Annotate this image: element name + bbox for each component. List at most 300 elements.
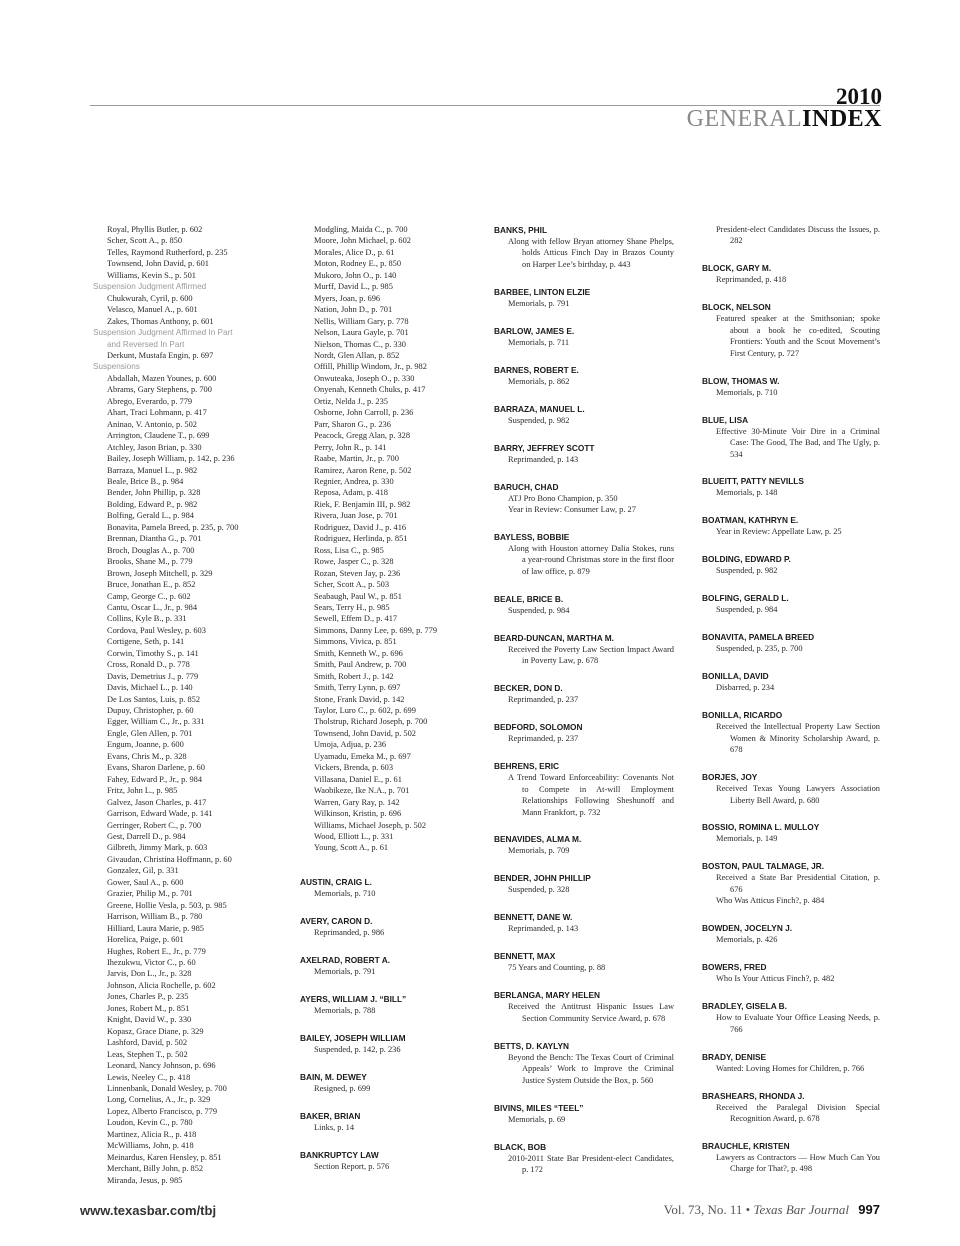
index-subentry: Bolding, Edward P., p. 982 (107, 499, 198, 509)
index-subentry: Greene, Hollie Vesla, p. 503, p. 985 (107, 900, 227, 910)
index-subentry: Bonavita, Pamela Breed, p. 235, p. 700 (107, 522, 239, 532)
index-entry (494, 682, 676, 705)
entry-reference: Memorials, p. 709 (508, 846, 570, 856)
index-subentry: Givaudan, Christina Hoffmann, p. 60 (107, 854, 232, 864)
entry-reference: Reprimanded, p. 143 (508, 454, 579, 464)
index-subentry: Villasana, Daniel E., p. 61 (314, 774, 402, 784)
index-subentry: Nellis, William Gary, p. 778 (314, 316, 409, 326)
entry-reference: Suspended, p. 984 (508, 605, 570, 615)
entry-reference: Reprimanded, p. 237 (508, 734, 579, 744)
entry-name: BLUE, LISA (702, 414, 749, 425)
index-subentry: Modgling, Maida C., p. 700 (314, 225, 408, 234)
entry-reference: Memorials, p. 69 (508, 1114, 566, 1124)
index-entry (300, 1032, 475, 1055)
entry-reference: Received the Intellectual Property Law Section Women & Minority Scholarship Award, p. 678 (716, 722, 880, 755)
index-subentry: Knight, David W., p. 330 (107, 1015, 192, 1025)
entry-name: BRASHEARS, RHONDA J. (702, 1090, 805, 1101)
index-subentry: Martinez, Alicia R., p. 418 (107, 1129, 197, 1139)
entry-reference: How to Evaluate Your Office Leasing Needs, p. 766 (716, 1013, 880, 1034)
entry-name: BENAVIDES, ALMA M. (494, 834, 582, 845)
index-entry (494, 325, 676, 348)
index-entry (702, 1000, 882, 1035)
index-subentry: Abdallah, Mazen Younes, p. 600 (107, 373, 217, 383)
index-entry (494, 593, 676, 616)
entry-name: BLOCK, NELSON (702, 302, 771, 313)
index-subentry: Lashford, David, p. 502 (107, 1038, 188, 1048)
entry-name: BERLANGA, MARY HELEN (494, 990, 601, 1001)
entry-reference: Memorials, p. 710 (716, 387, 778, 397)
entry-reference: Links, p. 14 (314, 1122, 355, 1132)
entry-name: BANKRUPTCY LAW (300, 1149, 379, 1160)
entry-reference: Wanted: Loving Homes for Children, p. 766 (716, 1063, 865, 1073)
index-subentry: Rowe, Jasper C., p. 328 (314, 557, 394, 567)
entry-reference: Resigned, p. 699 (314, 1083, 371, 1093)
index-entry (702, 1051, 882, 1074)
index-list-continued (300, 224, 475, 854)
index-subentry: Beale, Brice B., p. 984 (107, 476, 184, 486)
index-subentry: Ortiz, Nelda J., p. 235 (314, 396, 388, 406)
index-subentry: Miranda, Jesus, p. 985 (107, 1175, 183, 1185)
index-entry (300, 915, 475, 938)
index-subentry: Leas, Stephen T., p. 502 (107, 1049, 188, 1059)
entry-name: BARRY, JEFFREY SCOTT (494, 442, 595, 453)
entry-name: BONILLA, RICARDO (702, 710, 783, 721)
entry-reference: A Trend Toward Enforceability: Covenants Not to Compete in At-will Employment Relationships Following Sheshunoff and Mann Frankfort, p. 732 (508, 773, 674, 817)
entry-reference: Suspended, p. 235, p. 700 (716, 644, 803, 654)
entry-reference: Who Is Your Atticus Finch?, p. 482 (716, 974, 835, 984)
index-subentry: Kopasz, Grace Diane, p. 329 (107, 1026, 204, 1036)
footer-url[interactable]: www.texasbar.com/tbj (80, 1203, 217, 1218)
index-subentry: Chukwurah, Cyril, p. 600 (107, 293, 193, 303)
entry-name: BAIN, M. DEWEY (300, 1071, 367, 1082)
index-entry (702, 592, 882, 615)
index-subentry: Evans, Chris M., p. 328 (107, 751, 187, 761)
index-subentry: Perry, John R., p. 141 (314, 442, 387, 452)
index-subentry: Nielson, Thomas C., p. 330 (314, 339, 406, 349)
index-entry (300, 954, 475, 977)
entry-reference: Memorials, p. 149 (716, 834, 778, 844)
index-subentry: Gower, Saul A., p. 600 (107, 877, 184, 887)
index-entry (702, 860, 882, 906)
index-subentry: Smith, Terry Lynn, p. 697 (314, 683, 401, 693)
entry-reference: Memorials, p. 862 (508, 376, 570, 386)
entry-name: BENNETT, DANE W. (494, 912, 573, 923)
index-subentry: Brown, Joseph Mitchell, p. 329 (107, 568, 213, 578)
index-subentry: Horelica, Paige, p. 601 (107, 935, 184, 945)
entry-name: BORJES, JOY (702, 772, 758, 783)
index-subentry: Rodriguez, Herlinda, p. 851 (314, 534, 408, 544)
entry-name: BLUEITT, PATTY NEVILLS (702, 476, 804, 487)
index-subentry: Smith, Kenneth W., p. 696 (314, 648, 403, 658)
entry-reference: Lawyers as Contractors — How Much Can You Charge for That?, p. 498 (716, 1152, 880, 1174)
entry-name: BENNETT, MAX (494, 951, 556, 962)
index-entry (494, 760, 676, 818)
entry-reference: Who Was Atticus Finch?, p. 484 (716, 896, 825, 906)
entry-reference: Received the Poverty Law Section Impact Award in Poverty Law, p. 678 (508, 644, 674, 666)
index-subentry: Wilkinson, Kristin, p. 696 (314, 809, 402, 819)
entry-reference: Section Report, p. 576 (314, 1161, 390, 1171)
entry-reference: Effective 30-Minute Voir Dire in a Criminal Case: The Good, The Bad, and The Ugly, p. 534 (716, 426, 880, 459)
index-subentry: Myers, Joan, p. 696 (314, 293, 381, 303)
entry-reference: Received a State Bar Presidential Citation, p. 676 (716, 873, 880, 894)
index-subentry: Offill, Phillip Windom, Jr., p. 982 (314, 362, 427, 372)
index-subentry: Umoja, Adjua, p. 236 (314, 740, 387, 750)
index-subentry: Williams, Kevin S., p. 501 (107, 270, 196, 280)
index-subentry: Harrison, William B., p. 780 (107, 912, 203, 922)
index-entry (702, 1140, 882, 1175)
index-subentry: Bolfing, Gerald L., p. 984 (107, 511, 194, 521)
index-entry (494, 632, 676, 667)
index-subentry: Velasco, Manuel A., p. 601 (107, 305, 198, 315)
index-subentry: Cordova, Paul Wesley, p. 603 (107, 625, 206, 635)
entry-name: BONILLA, DAVID (702, 671, 769, 682)
index-entry (702, 475, 882, 498)
index-subentry: Jarvis, Don L., Jr., p. 328 (107, 969, 192, 979)
index-subentry: Linnenbank, Donald Wesley, p. 700 (107, 1083, 227, 1093)
entry-reference: Beyond the Bench: The Texas Court of Criminal Appeals’ Work to Improve the Criminal Justice System Outside the Box, p. 560 (508, 1052, 674, 1085)
index-subentry: Gilbreth, Jimmy Mark, p. 603 (107, 843, 208, 853)
index-subentry: Smith, Robert J., p. 142 (314, 671, 394, 681)
entry-reference: Year in Review: Consumer Law, p. 27 (508, 505, 636, 515)
index-entry (494, 1102, 676, 1125)
index-subentry: Cantu, Oscar L., Jr., p. 984 (107, 602, 198, 612)
entry-name: BOLFING, GERALD L. (702, 593, 789, 604)
entry-reference: Suspended, p. 982 (716, 566, 778, 576)
index-subentry: Dupuy, Christopher, p. 60 (107, 706, 194, 716)
entry-name: BEDFORD, SOLOMON (494, 722, 583, 733)
index-subentry: Rivera, Juan Jose, p. 701 (314, 511, 398, 521)
entry-reference: Received Texas Young Lawyers Association Liberty Bell Award, p. 680 (716, 784, 880, 805)
index-entry (494, 721, 676, 744)
index-subentry: Egger, William C., Jr., p. 331 (107, 717, 205, 727)
entry-name: BETTS, D. KAYLYN (494, 1040, 569, 1051)
index-entry (494, 950, 676, 973)
index-subentry: Sears, Terry H., p. 985 (314, 602, 390, 612)
index-subentry: Reposa, Adam, p. 418 (314, 488, 388, 498)
entry-name: BRADY, DENISE (702, 1051, 767, 1062)
index-subentry: Cortigene, Seth, p. 141 (107, 637, 185, 647)
index-subentry: Simmons, Danny Lee, p. 699, p. 779 (314, 625, 438, 635)
index-subentry: Taylor, Luro C., p. 602, p. 699 (314, 706, 416, 716)
entry-reference: Suspended, p. 142, p. 236 (314, 1044, 401, 1054)
index-subheading: and Reversed In Part (107, 339, 185, 349)
index-subentry: Gerringer, Robert C., p. 700 (107, 820, 202, 830)
entry-reference: Year in Review: Appellate Law, p. 25 (716, 527, 842, 537)
index-subentry: Mukoro, John O., p. 140 (314, 270, 397, 280)
index-entry (702, 375, 882, 398)
index-column-2 (300, 224, 475, 1188)
index-subentry: Meinardus, Karen Hensley, p. 851 (107, 1152, 222, 1162)
index-entries (300, 876, 475, 1172)
index-entry (702, 514, 882, 537)
entry-reference: Suspended, p. 328 (508, 885, 570, 895)
index-subentry: Uyamadu, Emeka M., p. 697 (314, 751, 411, 761)
entry-reference: ATJ Pro Bono Champion, p. 350 (508, 493, 618, 503)
index-subentry: Galvez, Jason Charles, p. 417 (107, 797, 207, 807)
index-subentry: Rozan, Steven Jay, p. 236 (314, 568, 401, 578)
index-subentry: Scher, Scott A., p. 503 (314, 580, 390, 590)
index-entry (702, 922, 882, 945)
index-subentry: Nordt, Glen Allan, p. 852 (314, 350, 400, 360)
index-subentry: Ihezukwu, Victor C., p. 60 (107, 958, 196, 967)
index-subentry: Abrams, Gary Stephens, p. 700 (107, 385, 212, 395)
index-subentry: Ahart, Traci Lohmann, p. 417 (107, 408, 207, 418)
index-subentry: McWilliams, John, p. 418 (107, 1141, 194, 1151)
index-entry (702, 301, 882, 359)
entry-reference: Memorials, p. 711 (508, 337, 570, 347)
header-year: 2010 (836, 84, 882, 109)
index-column-1 (93, 224, 278, 1186)
index-subentry: Vickers, Brenda, p. 603 (314, 763, 394, 773)
index-entry (494, 224, 676, 270)
index-entry-continued (702, 224, 882, 247)
index-subentry: Murff, David L., p. 985 (314, 282, 393, 292)
entry-name: BEALE, BRICE B. (494, 593, 564, 604)
index-subentry: Bruce, Jonathan E., p. 852 (107, 580, 196, 590)
entry-name: BLACK, BOB (494, 1141, 547, 1152)
entry-name: BARNES, ROBERT E. (494, 364, 579, 375)
index-subentry: Wood, Elliott L., p. 331 (314, 832, 394, 842)
index-subentry: Davis, Michael L., p. 140 (107, 683, 193, 693)
entry-name: BLOW, THOMAS W. (702, 375, 780, 386)
index-entry (702, 821, 882, 844)
index-subentry: Camp, George C., p. 602 (107, 591, 191, 601)
index-entry (494, 833, 676, 856)
index-entry (494, 872, 676, 895)
index-subentry: Fahey, Edward P., Jr., p. 984 (107, 774, 203, 784)
index-entry (300, 876, 475, 899)
entry-name: AXELRAD, ROBERT A. (300, 954, 391, 965)
entry-name: AVERY, CARON D. (300, 915, 373, 926)
index-subentry: Atchley, Jason Brian, p. 330 (107, 442, 202, 452)
index-entry (702, 262, 882, 285)
index-subentry: Zakes, Thomas Anthony, p. 601 (107, 316, 214, 326)
index-subentry: Engle, Glen Allen, p. 701 (107, 728, 193, 738)
index-subentry: Tholstrup, Richard Joseph, p. 700 (314, 717, 428, 727)
page-number: 997 (858, 1202, 880, 1217)
index-subentry: Arrington, Claudene T., p. 699 (107, 431, 210, 441)
entry-reference: Suspended, p. 984 (716, 605, 778, 615)
entry-name: BRADLEY, GISELA B. (702, 1001, 787, 1012)
index-subentry: Lewis, Neeley C., p. 418 (107, 1072, 191, 1082)
index-subentry: Scher, Scott A., p. 850 (107, 236, 183, 246)
entry-reference: Memorials, p. 148 (716, 488, 778, 498)
entry-name: BAKER, BRIAN (300, 1110, 361, 1121)
index-subentry: Barraza, Manuel L., p. 982 (107, 465, 198, 475)
index-entry (494, 442, 676, 465)
index-subentry: Hughes, Robert E., Jr., p. 779 (107, 946, 206, 956)
entry-reference: Memorials, p. 426 (716, 935, 778, 945)
index-subentry: Aninao, V. Antonio, p. 502 (107, 419, 197, 429)
index-subentry: Jones, Charles P., p. 235 (107, 992, 189, 1002)
entry-name: BEHRENS, ERIC (494, 761, 560, 772)
index-subentry: Bailey, Joseph William, p. 142, p. 236 (107, 454, 235, 464)
entry-reference: Reprimanded, p. 986 (314, 927, 385, 937)
footer-journal: Texas Bar Journal (753, 1202, 850, 1217)
entry-reference: 75 Years and Counting, p. 88 (508, 963, 606, 973)
entry-name: BAILEY, JOSEPH WILLIAM (300, 1032, 406, 1043)
index-entries (702, 262, 882, 1174)
entry-name: BARRAZA, MANUEL L. (494, 403, 585, 414)
entry-name: BENDER, JOHN PHILLIP (494, 873, 591, 884)
index-entry (494, 1040, 676, 1086)
entry-reference: Memorials, p. 791 (508, 298, 570, 308)
index-entry (494, 1141, 676, 1176)
entry-reference: President-elect Candidates Discuss the Issues, p. 282 (716, 225, 880, 246)
index-entry (494, 403, 676, 426)
index-subentry: Ross, Lisa C., p. 985 (314, 545, 384, 555)
index-subentry: Fritz, John L., p. 985 (107, 786, 178, 796)
index-entry (300, 1110, 475, 1133)
header-title-light: GENERAL (686, 106, 803, 132)
index-subentry: Abrego, Everardo, p. 779 (107, 396, 193, 406)
index-subentry: Davis, Demetrius J., p. 779 (107, 671, 199, 681)
index-subentry: Brennan, Diantha G., p. 701 (107, 534, 202, 544)
index-subentry: Riek, F. Benjamin III, p. 982 (314, 499, 411, 509)
entry-name: AUSTIN, CRAIG L. (300, 876, 372, 887)
index-entry (494, 286, 676, 309)
index-subentry: Long, Cornelius, A., Jr., p. 329 (107, 1095, 211, 1105)
footer-volume: Vol. 73, No. 11 (663, 1202, 743, 1217)
index-subentry: Townsend, John David, p. 502 (314, 728, 416, 738)
index-entry (300, 993, 475, 1016)
index-subentry: Jones, Robert M., p. 851 (107, 1003, 190, 1013)
index-column-4 (702, 224, 882, 1190)
entry-reference: Reprimanded, p. 418 (716, 275, 787, 285)
entry-name: BONAVITA, PAMELA BREED (702, 632, 815, 643)
index-subentry: Grazier, Philip M., p. 701 (107, 889, 193, 899)
entry-name: BANKS, PHIL (494, 225, 548, 235)
entry-reference: Received the Paralegal Division Special Recognition Award, p. 678 (716, 1102, 880, 1123)
entry-name: BARLOW, JAMES E. (494, 325, 575, 336)
entry-reference: Memorials, p. 791 (314, 966, 376, 976)
entry-reference: Memorials, p. 710 (314, 888, 376, 898)
index-subentry: Evans, Sharon Darlene, p. 60 (107, 763, 205, 773)
index-subentry: Ramirez, Aaron Rene, p. 502 (314, 465, 412, 475)
index-entry (702, 961, 882, 984)
index-subentry: Simmons, Vivica, p. 851 (314, 637, 397, 647)
index-entry (494, 531, 676, 577)
index-subentry: Raabe, Martin, Jr., p. 700 (314, 454, 399, 464)
entry-reference: Suspended, p. 982 (508, 415, 570, 425)
index-subentry: Gest, Darrell D., p. 984 (107, 832, 186, 842)
index-subentry: Garrison, Edward Wade, p. 141 (107, 809, 213, 819)
index-entry (702, 414, 882, 460)
index-subentry: Merchant, Billy John, p. 852 (107, 1164, 204, 1174)
index-entry (494, 989, 676, 1024)
index-subentry: Smith, Paul Andrew, p. 700 (314, 660, 407, 670)
entry-reference: Along with fellow Bryan attorney Shane Phelps, holds Atticus Finch Day in Brazos County on Harper Lee’s birthday, p. 443 (508, 237, 674, 269)
entry-name: BRAUCHLE, KRISTEN (702, 1140, 790, 1151)
entry-name: BOSSIO, ROMINA L. MULLOY (702, 822, 820, 833)
index-subentry: Onwuteaka, Joseph O., p. 330 (314, 373, 415, 383)
index-subentry: De Los Santos, Luis, p. 852 (107, 694, 201, 704)
index-subentry: Williams, Michael Joseph, p. 502 (314, 820, 427, 830)
entry-reference: Disbarred, p. 234 (716, 683, 775, 693)
entry-reference: Along with Houston attorney Dalia Stokes, runs a year-round Christmas store in the first floor of law office, p. 879 (508, 544, 674, 576)
index-subentry: Osborne, John Carroll, p. 236 (314, 408, 414, 418)
entry-name: BEARD-DUNCAN, MARTHA M. (494, 632, 614, 643)
index-subentry: Sewell, Effem D., p. 417 (314, 614, 398, 624)
index-subentry: Corwin, Timothy S., p. 141 (107, 648, 199, 658)
index-subentry: Lopez, Alberto Francisco, p. 779 (107, 1106, 218, 1116)
entry-name: BARUCH, CHAD (494, 481, 559, 492)
index-entry (702, 670, 882, 693)
index-subentry: Telles, Raymond Rutherford, p. 235 (107, 247, 228, 257)
index-subentry: Morales, Alice D., p. 61 (314, 247, 395, 257)
index-subentry: Brooks, Shane M., p. 779 (107, 557, 193, 567)
index-subentry: Parr, Sharon G., p. 236 (314, 419, 391, 429)
index-subentry: Warren, Gary Ray, p. 142 (314, 797, 400, 807)
index-subentry: Nelson, Laura Gayle, p. 701 (314, 328, 409, 338)
index-subentry: Johnson, Alicia Rochelle, p. 602 (107, 980, 216, 990)
index-subentry: Onyenah, Kenneth Chuks, p. 417 (314, 385, 426, 395)
footer-issue (664, 1202, 880, 1218)
entry-name: BAYLESS, BOBBIE (494, 532, 570, 543)
index-entry (494, 364, 676, 387)
entry-reference: Received the Antitrust Hispanic Issues Law Section Community Service Award, p. 678 (508, 1002, 674, 1023)
entry-name: BARBEE, LINTON ELZIE (494, 286, 591, 297)
index-subentry: Derkunt, Mustafa Engin, p. 697 (107, 350, 214, 360)
entry-name: BOWDEN, JOCELYN J. (702, 923, 793, 934)
index-subentry: Engum, Joanne, p. 600 (107, 740, 184, 750)
index-subentry: Young, Scott A., p. 61 (314, 843, 389, 853)
index-subentry: Regnier, Andrea, p. 330 (314, 476, 394, 486)
entry-name: BOWERS, FRED (702, 962, 767, 973)
index-entry (300, 1149, 475, 1172)
entry-name: AYERS, WILLIAM J. “BILL” (300, 993, 407, 1004)
index-subentry: Stone, Frank David, p. 142 (314, 694, 405, 704)
index-subentry: Seabaugh, Paul W., p. 851 (314, 591, 402, 601)
index-subentry: Broch, Douglas A., p. 700 (107, 545, 195, 555)
index-subentry: Nation, John D., p. 701 (314, 305, 393, 315)
index-subentry: Rodriguez, David J., p. 416 (314, 522, 407, 532)
index-subentry: Waobikeze, Ike N.A., p. 701 (314, 786, 410, 796)
header-title (687, 106, 882, 133)
entry-reference: Reprimanded, p. 143 (508, 924, 579, 934)
index-entry (494, 481, 676, 516)
index-subheading: Suspension Judgment Affirmed (93, 282, 207, 292)
entry-reference: 2010-2011 State Bar President-elect Candidates, p. 172 (508, 1153, 674, 1174)
index-subentry: Leonard, Nancy Johnson, p. 696 (107, 1061, 216, 1071)
index-entry (702, 553, 882, 576)
index-entry (702, 771, 882, 806)
index-column-3 (494, 224, 676, 1191)
index-entry (702, 709, 882, 755)
entry-reference: Reprimanded, p. 237 (508, 695, 579, 705)
index-subentry: Townsend, John David, p. 601 (107, 259, 209, 269)
entry-name: BLOCK, GARY M. (702, 263, 772, 274)
index-subheading: Suspension Judgment Affirmed In Part (93, 328, 233, 338)
index-entry (702, 1090, 882, 1125)
index-subentry: Cross, Ronald D., p. 778 (107, 660, 190, 670)
index-entry (494, 911, 676, 934)
index-subentry: Moore, John Michael, p. 602 (314, 236, 411, 246)
entry-name: BECKER, DON D. (494, 683, 563, 694)
footer-bullet: • (745, 1202, 751, 1217)
entry-name: BOSTON, PAUL TALMAGE, JR. (702, 861, 825, 872)
index-subentry: Collins, Kyle B., p. 331 (107, 614, 187, 624)
entry-reference: Featured speaker at the Smithsonian; spoke about a book he co-edited, Scouting Frontiers: Youth and the Scout Movement’s First Century, p. 727 (716, 314, 880, 358)
index-subheading: Suspensions (93, 362, 140, 372)
entry-name: BOLDING, EDWARD P. (702, 554, 791, 565)
index-subentry: Moton, Rodney E., p. 850 (314, 259, 402, 269)
index-subentry: Loudon, Kevin C., p. 780 (107, 1118, 193, 1128)
header-title-bold: INDEX (802, 106, 882, 132)
index-subentry: Bender, John Phillip, p. 328 (107, 488, 201, 498)
index-subentry: Hilliard, Laura Marie, p. 985 (107, 923, 204, 933)
index-subentry: Gonzalez, Gil, p. 331 (107, 866, 179, 876)
